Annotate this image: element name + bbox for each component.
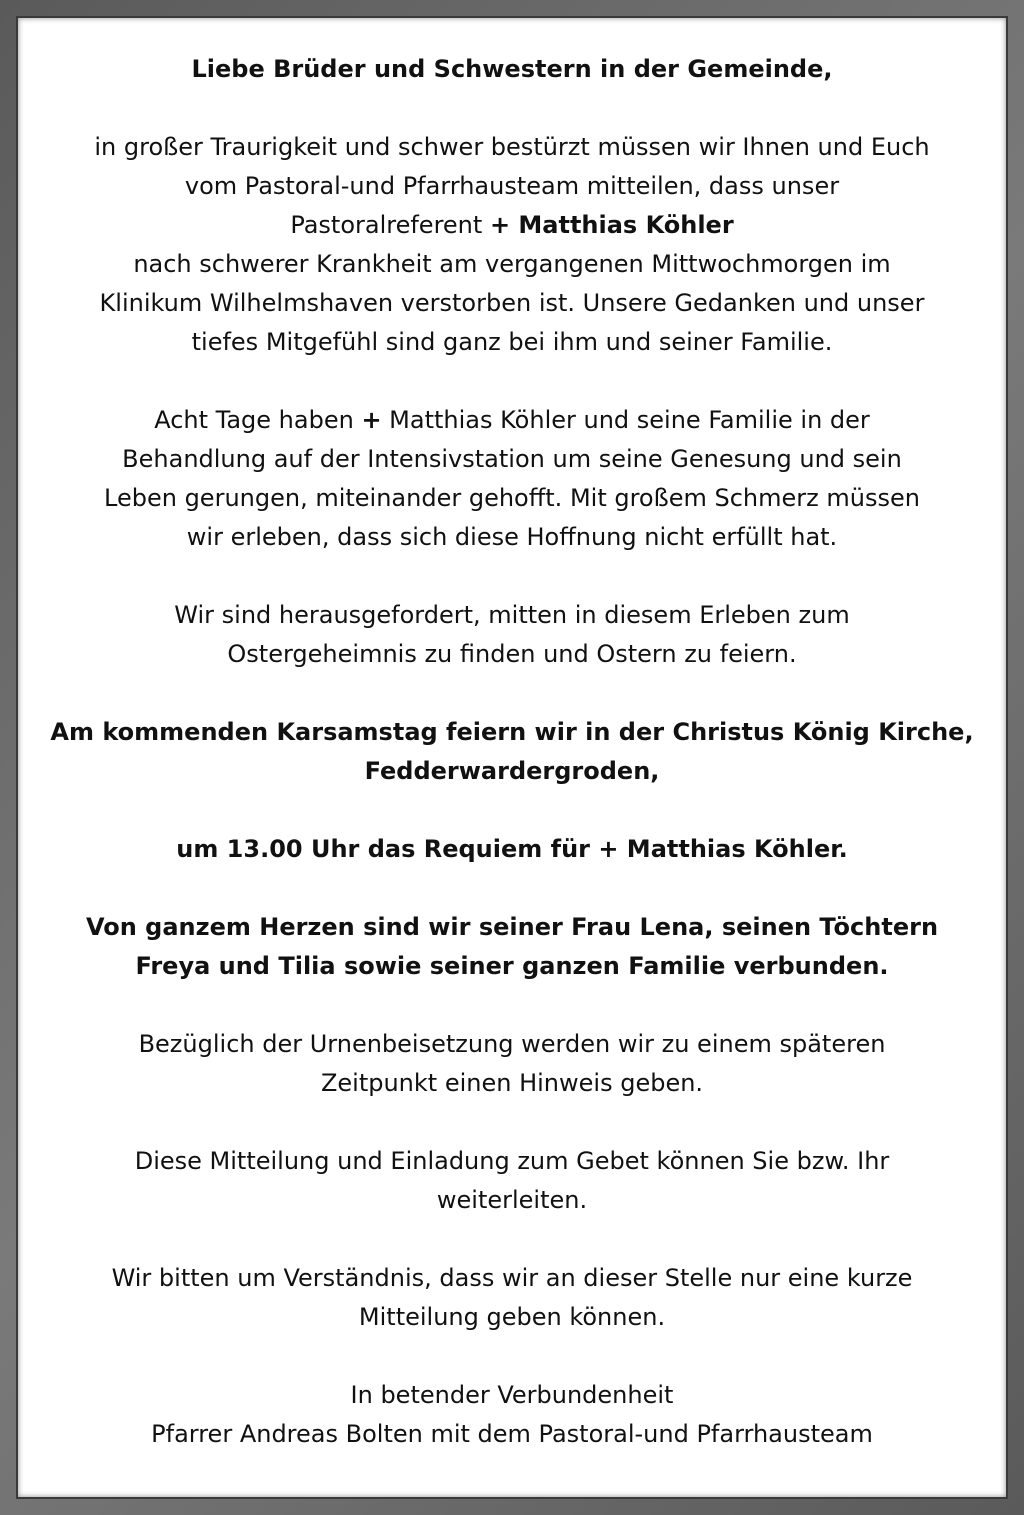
paragraph-service-location bbox=[48, 713, 976, 791]
text-line: Pfarrer Andreas Bolten mit dem Pastoral-und Pfarrhausteam bbox=[151, 1420, 873, 1448]
spacer bbox=[48, 791, 976, 830]
spacer bbox=[48, 1103, 976, 1142]
text-line bbox=[48, 206, 976, 245]
spacer bbox=[48, 89, 976, 128]
text-line: Wir bitten um Verständnis, dass wir an dieser Stelle nur eine kurze bbox=[111, 1264, 913, 1292]
text-line: Am kommenden Karsamstag feiern wir in der Christus König Kirche, bbox=[50, 718, 974, 746]
text-line: Mitteilung geben können. bbox=[358, 1303, 666, 1331]
closing-signature bbox=[48, 1376, 976, 1454]
text-line: Fedderwardergroden, bbox=[364, 757, 660, 785]
cross-symbol: + bbox=[361, 406, 382, 434]
paragraph-urn-burial bbox=[48, 1025, 976, 1103]
text-fragment: Matthias Köhler und seine Familie in der bbox=[381, 406, 870, 434]
text-line: nach schwerer Krankheit am vergangenen Mittwochmorgen im bbox=[133, 250, 891, 278]
paragraph-death-notice bbox=[48, 128, 976, 362]
text-fragment: Acht Tage haben bbox=[154, 406, 362, 434]
paragraph-easter bbox=[48, 596, 976, 674]
text-line: Von ganzem Herzen sind wir seiner Frau Lena, seinen Töchtern bbox=[85, 913, 939, 941]
announcement-document bbox=[16, 16, 1008, 1499]
spacer bbox=[48, 362, 976, 401]
text-line: tiefes Mitgefühl sind ganz bei ihm und seiner Familie. bbox=[191, 328, 833, 356]
text-line: Ostergeheimnis zu finden und Ostern zu feiern. bbox=[227, 640, 797, 668]
text-line: wir erleben, dass sich diese Hoffnung nicht erfüllt hat. bbox=[186, 523, 838, 551]
paragraph-intensive-care bbox=[48, 401, 976, 557]
deceased-name: + Matthias Köhler bbox=[489, 211, 734, 239]
paragraph-family bbox=[48, 908, 976, 986]
paragraph-understanding bbox=[48, 1259, 976, 1337]
salutation: Liebe Brüder und Schwestern in der Gemeinde, bbox=[191, 55, 833, 83]
text-line: Behandlung auf der Intensivstation um seine Genesung und sein bbox=[122, 445, 902, 473]
text-line bbox=[48, 401, 976, 440]
text-line: vom Pastoral-und Pfarrhausteam mitteilen, dass unser bbox=[184, 172, 840, 200]
spacer bbox=[48, 1337, 976, 1376]
text-fragment: Pastoralreferent bbox=[290, 211, 490, 239]
paragraph-forward bbox=[48, 1142, 976, 1220]
text-line: Leben gerungen, miteinander gehofft. Mit großem Schmerz müssen bbox=[104, 484, 920, 512]
text-line: Freya und Tilia sowie seiner ganzen Familie verbunden. bbox=[135, 952, 889, 980]
text-line: Klinikum Wilhelmshaven verstorben ist. Unsere Gedanken und unser bbox=[99, 289, 925, 317]
text-line: Wir sind herausgefordert, mitten in diesem Erleben zum bbox=[174, 601, 850, 629]
spacer bbox=[48, 869, 976, 908]
text-line: in großer Traurigkeit und schwer bestürzt müssen wir Ihnen und Euch bbox=[94, 133, 930, 161]
text-line: Zeitpunkt einen Hinweis geben. bbox=[320, 1069, 704, 1097]
spacer bbox=[48, 1220, 976, 1259]
requiem-time: um 13.00 Uhr das Requiem für + Matthias Köhler. bbox=[176, 835, 848, 863]
text-line: Diese Mitteilung und Einladung zum Gebet können Sie bzw. Ihr bbox=[134, 1147, 890, 1175]
text-line: Bezüglich der Urnenbeisetzung werden wir zu einem späteren bbox=[138, 1030, 886, 1058]
spacer bbox=[48, 557, 976, 596]
text-line: weiterleiten. bbox=[436, 1186, 588, 1214]
spacer bbox=[48, 986, 976, 1025]
text-line: In betender Verbundenheit bbox=[350, 1381, 674, 1409]
spacer bbox=[48, 674, 976, 713]
